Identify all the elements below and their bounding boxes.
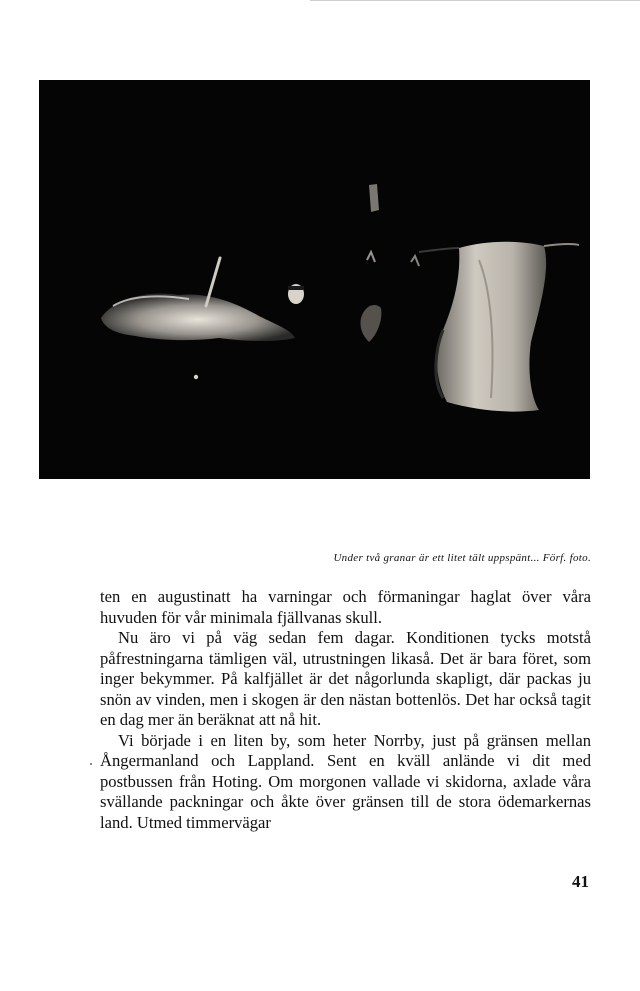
stray-mark	[90, 763, 92, 765]
page-number: 41	[572, 872, 589, 891]
paragraph-1: ten en augustinatt ha varningar och förmaningar haglat över våra huvuden för vår minimala fjällvanas skull.	[100, 587, 591, 627]
body-text	[100, 587, 591, 833]
night-tent-photo	[39, 80, 590, 479]
paragraph-2: Nu äro vi på väg sedan fem dagar. Konditionen tycks motstå påfrestningarna tämligen väl, utrustningen likaså. Det är bara föret, som inger bekymmer. På kalfjället är det någorlunda skapligt, där packas ju snön av vinden, men i skogen är den nästan bottenlös. Det har också tagit en dag mer än beräknat att nå hit.	[100, 628, 591, 729]
paragraph-3: Vi började i en liten by, som heter Norrby, just på gränsen mellan Ångermanland och Lappland. Sent en kväll anlände vi dit med postbussen från Hoting. Om morgonen vallade vi skidorna, axlade våra svällande packningar och åkte över gränsen till de stora ödemarkernas land. Utmed timmervägar	[100, 730, 591, 832]
top-rule	[310, 0, 640, 1]
photo-caption: Under två granar är ett litet tält uppspänt... Förf. foto.	[333, 552, 591, 564]
